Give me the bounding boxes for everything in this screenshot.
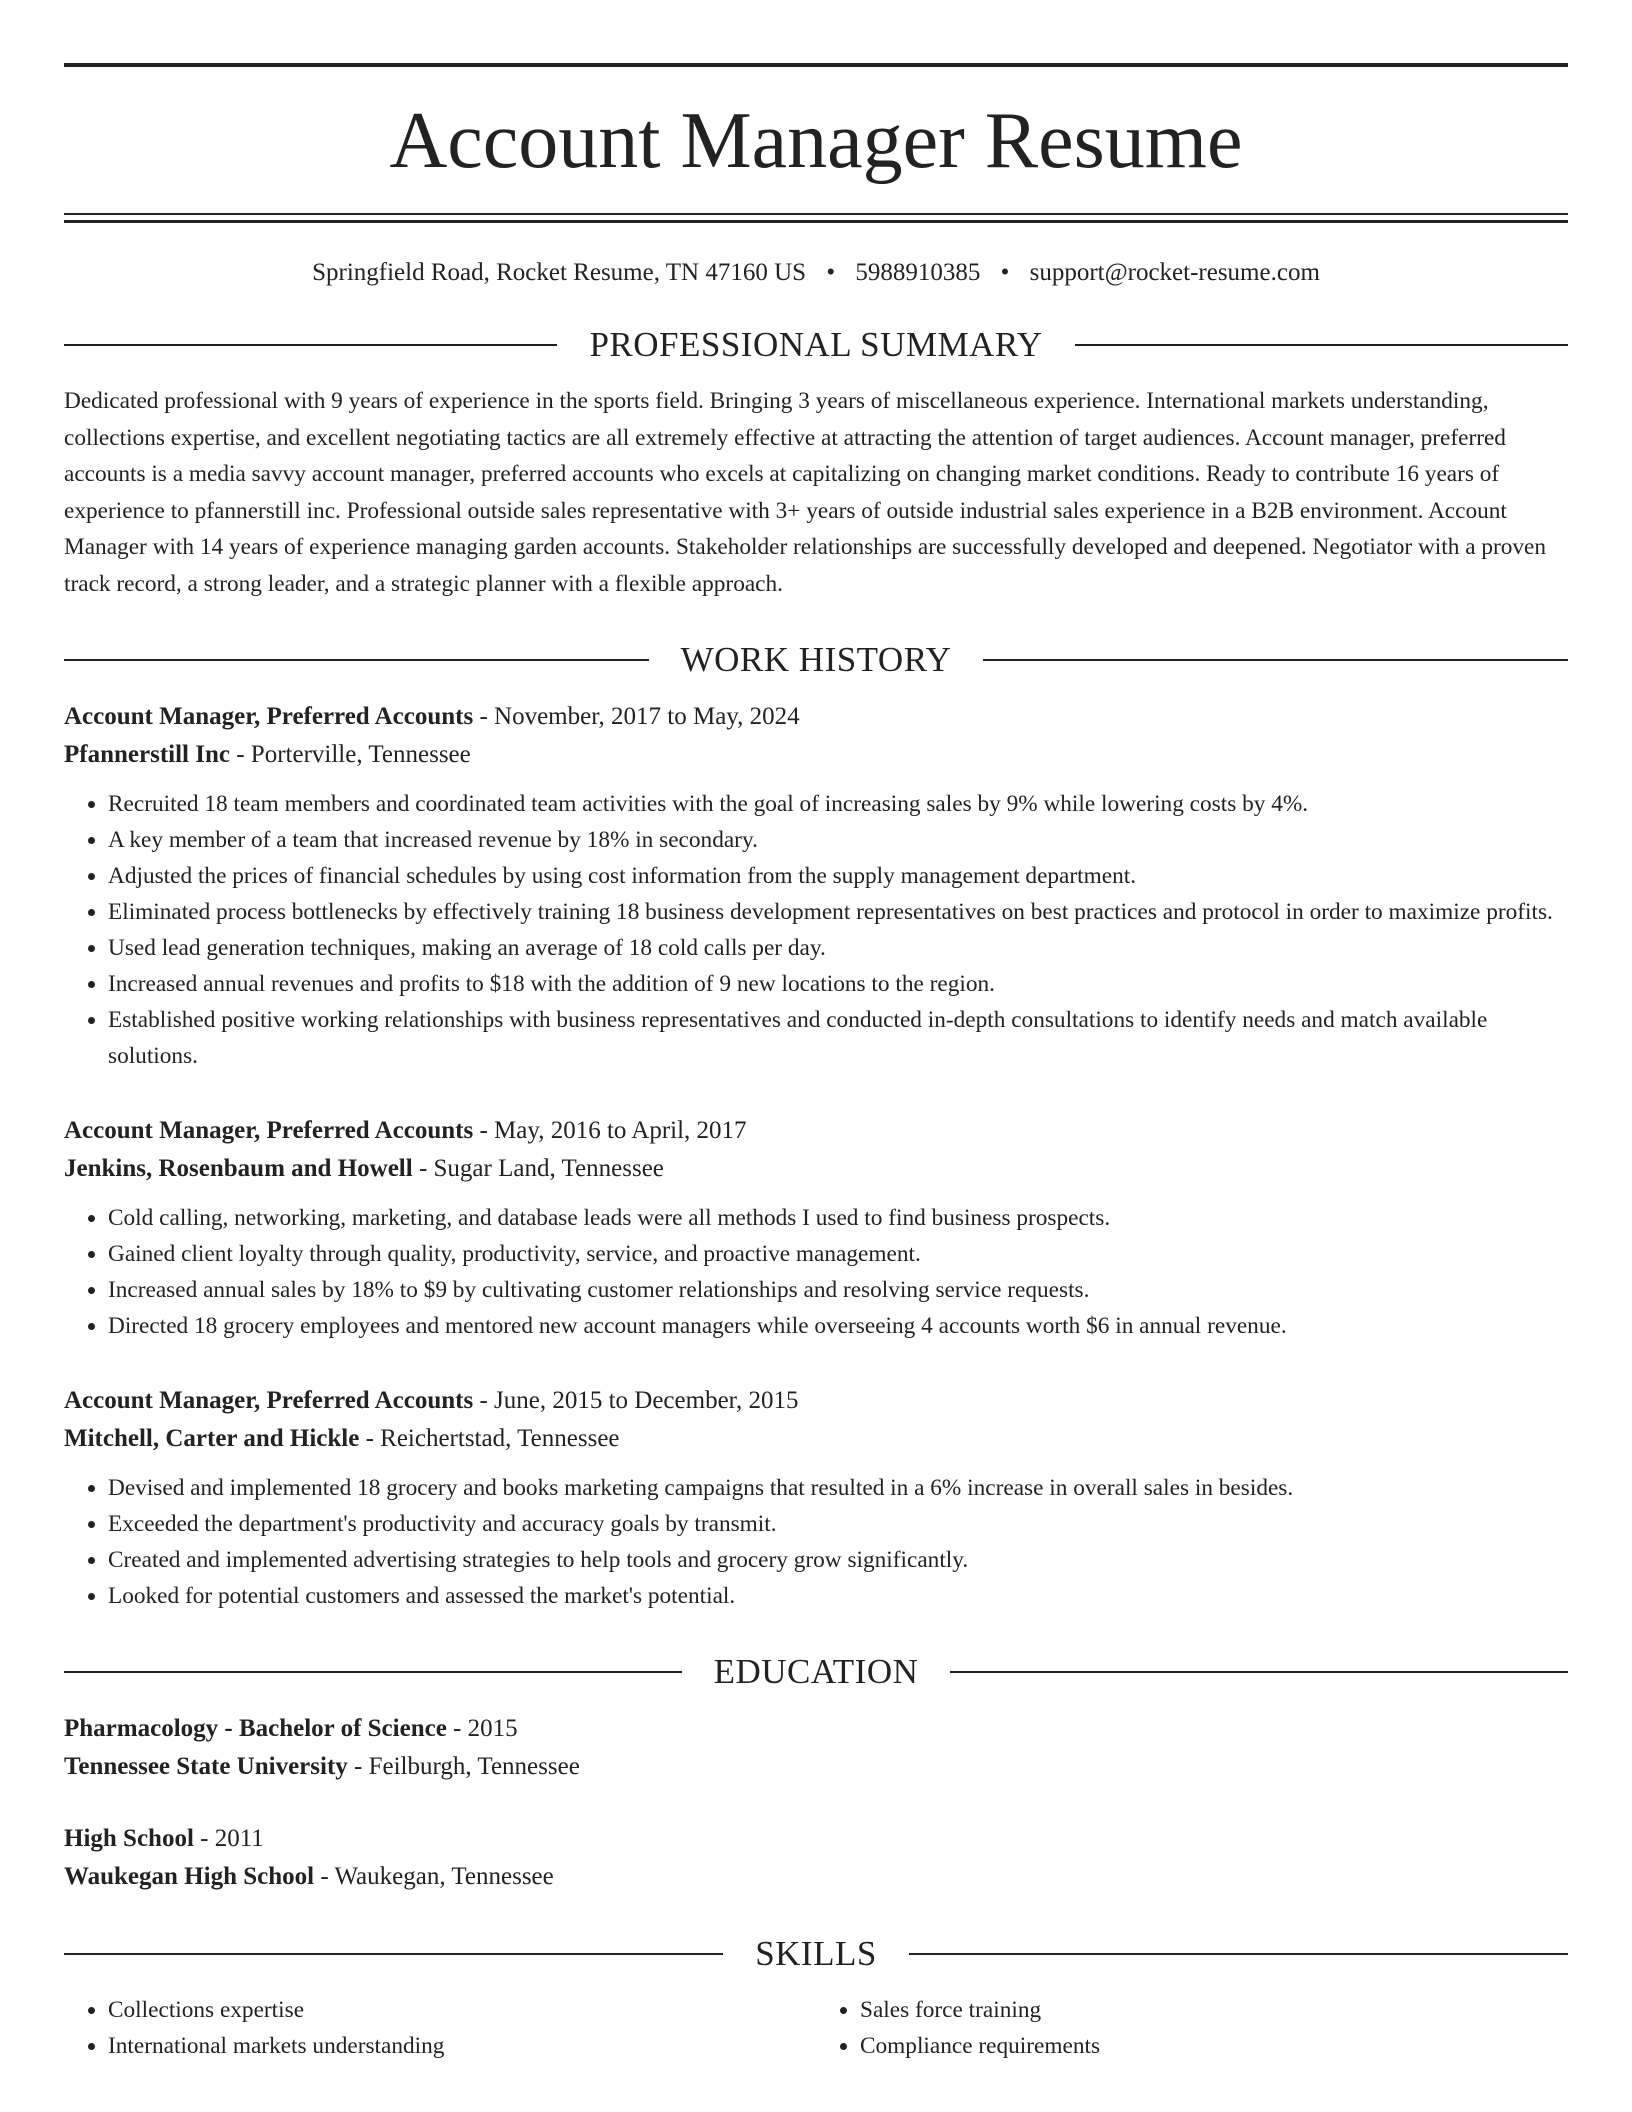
job-entry — [64, 698, 1568, 1074]
job-entry — [64, 1112, 1568, 1344]
school-line — [64, 1748, 1568, 1786]
section-title: PROFESSIONAL SUMMARY — [589, 325, 1043, 364]
heading-rule-left — [64, 659, 649, 661]
heading-rule-left — [64, 344, 557, 346]
job-company: Jenkins, Rosenbaum and Howell — [64, 1155, 413, 1182]
job-bullet: • Used lead generation techniques, making an average of 18 cold calls per day. — [108, 930, 1568, 966]
school-location: - Feilburgh, Tennessee — [354, 1753, 580, 1780]
job-location: - Reichertstad, Tennessee — [365, 1425, 620, 1452]
job-bullets — [64, 786, 1568, 1074]
job-bullet: • Established positive working relationships with business representatives and conducted in-depth consultations to identify needs and match available solutions. — [108, 1002, 1568, 1074]
school-location: - Waukegan, Tennessee — [320, 1863, 554, 1890]
job-bullet: • Gained client loyalty through quality, productivity, service, and proactive management. — [108, 1236, 1568, 1272]
job-bullet: • Looked for potential customers and assessed the market's potential. — [108, 1578, 1568, 1614]
contact-phone: 5988910385 — [855, 259, 981, 286]
title-double-rule — [64, 213, 1568, 223]
heading-rule-left — [64, 1671, 682, 1673]
job-bullet: • Created and implemented advertising strategies to help tools and grocery grow significantly. — [108, 1542, 1568, 1578]
skill-item: • Compliance requirements — [860, 2028, 1568, 2064]
contact-separator: • — [826, 259, 836, 286]
resume-page — [64, 0, 1568, 2064]
job-bullet: • Cold calling, networking, marketing, and database leads were all methods I used to find business prospects. — [108, 1200, 1568, 1236]
degree: High School — [64, 1825, 194, 1852]
school: Tennessee State University — [64, 1753, 348, 1780]
job-bullet: • Devised and implemented 18 grocery and books marketing campaigns that resulted in a 6% increase in overall sales in besides. — [108, 1470, 1568, 1506]
job-bullets — [64, 1470, 1568, 1614]
job-title: Account Manager, Preferred Accounts — [64, 1117, 474, 1144]
job-entry — [64, 1382, 1568, 1614]
heading-rule-right — [983, 659, 1568, 661]
job-bullet: • A key member of a team that increased revenue by 18% in secondary. — [108, 822, 1568, 858]
skills-grid — [64, 1992, 1568, 2064]
job-location: - Sugar Land, Tennessee — [418, 1155, 664, 1182]
heading-rule-right — [909, 1953, 1568, 1955]
school: Waukegan High School — [64, 1863, 315, 1890]
job-title-line — [64, 1112, 1568, 1150]
job-title: Account Manager, Preferred Accounts — [64, 703, 474, 730]
degree-line — [64, 1710, 1568, 1748]
degree-year: - 2011 — [200, 1825, 264, 1852]
job-bullet: • Exceeded the department's productivity and accuracy goals by transmit. — [108, 1506, 1568, 1542]
skills-column-left — [64, 1992, 816, 2064]
job-dates: - May, 2016 to April, 2017 — [479, 1117, 747, 1144]
job-title-line — [64, 1382, 1568, 1420]
contact-email: support@rocket-resume.com — [1029, 259, 1320, 286]
heading-rule-right — [1075, 344, 1568, 346]
section-heading-education — [64, 1652, 1568, 1692]
skill-item: • International markets understanding — [108, 2028, 816, 2064]
resume-title: Account Manager Resume — [389, 97, 1243, 185]
job-bullet: • Adjusted the prices of financial schedules by using cost information from the supply management department. — [108, 858, 1568, 894]
job-bullet: • Eliminated process bottlenecks by effectively training 18 business development representatives on best practices and protocol in order to maximize profits. — [108, 894, 1568, 930]
summary-text: Dedicated professional with 9 years of experience in the sports field. Bringing 3 years of miscellaneous experience. International markets understanding, collections expertise, and excellent negotiating tactics are all extremely effective at attracting the attention of target audiences. Account manager, preferred accounts is a media savvy account manager, preferred accounts who excels at capitalizing on changing market conditions. Ready to contribute 16 years of experience to pfannerstill inc. Professional outside sales representative with 3+ years of outside industrial sales experience in a B2B environment. Account Manager with 14 years of experience managing garden accounts. Stakeholder relationships are successfully developed and deepened. Negotiator with a proven track record, a strong leader, and a strategic planner with a flexible approach. — [64, 388, 1547, 597]
contact-line — [64, 259, 1568, 287]
section-heading-skills — [64, 1934, 1568, 1974]
section-title: SKILLS — [755, 1934, 877, 1973]
degree-year: - 2015 — [453, 1715, 518, 1742]
job-company-line — [64, 1420, 1568, 1458]
section-heading-summary — [64, 325, 1568, 365]
school-line — [64, 1858, 1568, 1896]
job-bullet: • Recruited 18 team members and coordinated team activities with the goal of increasing sales by 9% while lowering costs by 4%. — [108, 786, 1568, 822]
section-title: WORK HISTORY — [680, 640, 952, 679]
heading-rule-left — [64, 1953, 723, 1955]
skill-item: • Collections expertise — [108, 1992, 816, 2028]
job-bullet: • Increased annual revenues and profits to $18 with the addition of 9 new locations to the region. — [108, 966, 1568, 1002]
job-dates: - November, 2017 to May, 2024 — [479, 703, 800, 730]
job-company: Pfannerstill Inc — [64, 741, 230, 768]
degree: Pharmacology - Bachelor of Science — [64, 1715, 447, 1742]
contact-separator: • — [1000, 259, 1010, 286]
job-dates: - June, 2015 to December, 2015 — [479, 1387, 799, 1414]
job-company: Mitchell, Carter and Hickle — [64, 1425, 360, 1452]
skills-column-right — [816, 1992, 1568, 2064]
heading-rule-right — [950, 1671, 1568, 1673]
job-title: Account Manager, Preferred Accounts — [64, 1387, 474, 1414]
contact-address: Springfield Road, Rocket Resume, TN 47160 US — [312, 259, 807, 286]
job-title-line — [64, 698, 1568, 736]
job-bullet: • Directed 18 grocery employees and mentored new account managers while overseeing 4 accounts worth $6 in annual revenue. — [108, 1308, 1568, 1344]
skill-item: • Sales force training — [860, 1992, 1568, 2028]
education-entry — [64, 1820, 1568, 1896]
section-heading-work — [64, 640, 1568, 680]
education-entry — [64, 1710, 1568, 1786]
section-title: EDUCATION — [713, 1652, 919, 1691]
job-bullet: • Increased annual sales by 18% to $9 by cultivating customer relationships and resolving service requests. — [108, 1272, 1568, 1308]
job-bullets — [64, 1200, 1568, 1344]
job-company-line — [64, 736, 1568, 774]
job-company-line — [64, 1150, 1568, 1188]
job-location: - Porterville, Tennessee — [236, 741, 471, 768]
degree-line — [64, 1820, 1568, 1858]
